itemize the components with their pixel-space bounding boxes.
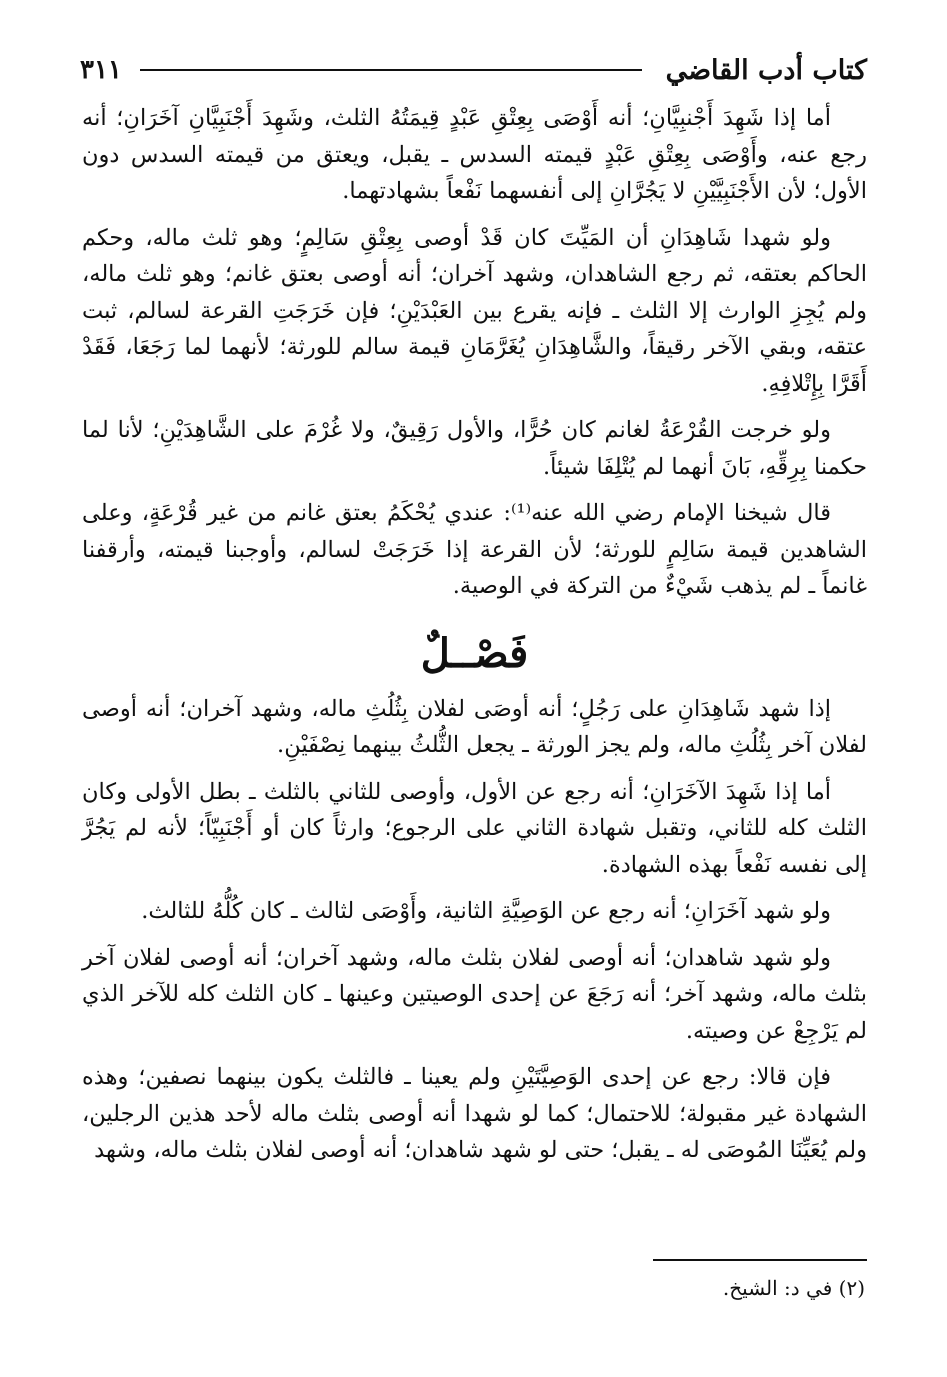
paragraph: إذا شهد شَاهِدَانِ على رَجُلٍ؛ أنه أوصَى لفلان بِثُلُثِ ماله، وشهد آخران؛ أنه أوصى لفلان آخر بِثُلُثِ ماله، ولم يجز الورثة ـ يجعل الثُّلثُ بينهما نِصْفَيْنِ.: [82, 695, 867, 758]
page-number: ٣١١: [80, 55, 122, 85]
footnote: (٢) في د: الشيخ.: [722, 1276, 865, 1300]
page-header: [80, 50, 867, 90]
paragraph: ولو شهد شاهدان؛ أنه أوصى لفلان بثلث ماله، وشهد آخران؛ أنه أوصى لفلان آخر بثلث ماله، وشهد آخر؛ أنه رَجَعَ عن إحدى الوصيتين وعينها ـ كان الثلث كله للآخر الذي لم يَرْجِعْ عن وصيته.: [82, 944, 867, 1044]
paragraph: ولو شهد آخَرَانِ؛ أنه رجع عن الوَصِيَّةِ الثانية، وأَوْصَى لثالث ـ كان كُلُّهُ للثالث.: [141, 898, 831, 924]
main-text: [82, 100, 867, 1179]
paragraph: أما إذا شَهِدَ أَجْنبِيَّانِ؛ أنه أَوْصَى بِعِتْقِ عَبْدٍ قِيمَتُهُ الثلث، وشَهِدَ أَجْنَبِيَّانِ آخَرَانِ؛ أنه رجع عنه، وأَوْصَى بِعِتْقِ عَبْدٍ قيمته السدس ـ يقبل، ويعتق من قيمته السدس دون الأول؛ لأن الأَجْنَبِيَّيْنِ لا يَجُرَّانِ إلى أنفسهما نَفْعاً بشهادتهما.: [82, 105, 867, 204]
header-rule: [140, 69, 642, 71]
book-title: كتاب أدب القاضي: [665, 54, 867, 86]
paragraph: أما إذا شَهِدَ الآخَرَانِ؛ أنه رجع عن الأول، وأوصى للثاني بالثلث ـ بطل الأولى وكان الثلث كله للثاني، وتقبل شهادة الثاني على الرجوع؛ وارثاً كان أو أَجْنَبِيّاً؛ لأنه لم يَجُرَّ إلى نفسه نَفْعاً بهذه الشهادة.: [82, 778, 867, 878]
section-heading: فَصْــلٌ: [420, 629, 529, 677]
footnote-divider: [653, 1259, 867, 1261]
paragraph: قال شيخنا الإمام رضي الله عنه⁽¹⁾: عندي يُحْكَمُ بعتق غانم من غير قُرْعَةٍ، وعلى الشاهدين قيمة سَالِمٍ للورثة؛ لأن القرعة إذا خَرَجَتْ لسالم، وأوجبنا قيمته، وأرقفنا غانماً ـ لم يذهب شَيْءٌ من التركة في الوصية.: [82, 500, 867, 599]
paragraph: ولو خرجت القُرْعَةُ لغانم كان حُرًّا، والأول رَقِيقٌ، ولا غُرْمَ على الشَّاهِدَيْنِ؛ لأنا لما حكمنا بِرِقِّهِ، بَانَ أنهما لم يُتْلِفَا شيئاً.: [82, 417, 867, 480]
paragraph: فإن قالا: رجع عن إحدى الوَصِيَّتَيْنِ ولم يعينا ـ فالثلث يكون بينهما نصفين؛ وهذه الشهادة غير مقبولة؛ للاحتمال؛ كما لو شهدا أنه أوصى بثلث ماله لأحد هذين الرجلين، ولم يُعَيِّنَا المُوصَى له ـ يقبل؛ حتى لو شهد شاهدان؛ أنه أوصى لفلان بثلث ماله، وشهد: [82, 1064, 867, 1163]
paragraph: ولو شهدا شَاهِدَانِ أن المَيِّتَ كان قَدْ أوصى بِعِتْقِ سَالِمٍ؛ وهو ثلث ماله، وحكم الحاكم بعتقه، ثم رجع الشاهدان، وشهد آخران؛ أنه أوصى بعتق غانم؛ وهو ثلث ماله، ولم يُجِزِ الوارث إلا الثلث ـ فإنه يقرع بين العَبْدَيْنِ؛ فإن خَرَجَتِ القرعة لسالم، ثبت عتقه، وبقي الآخر رقيقاً، والشَّاهِدَانِ يُغَرَّمَانِ قيمة سالم للورثة؛ لأنهما لما رَجَعَا، فَقَدْ أَقَرَّا بِإِتْلافِهِ.: [82, 224, 867, 397]
